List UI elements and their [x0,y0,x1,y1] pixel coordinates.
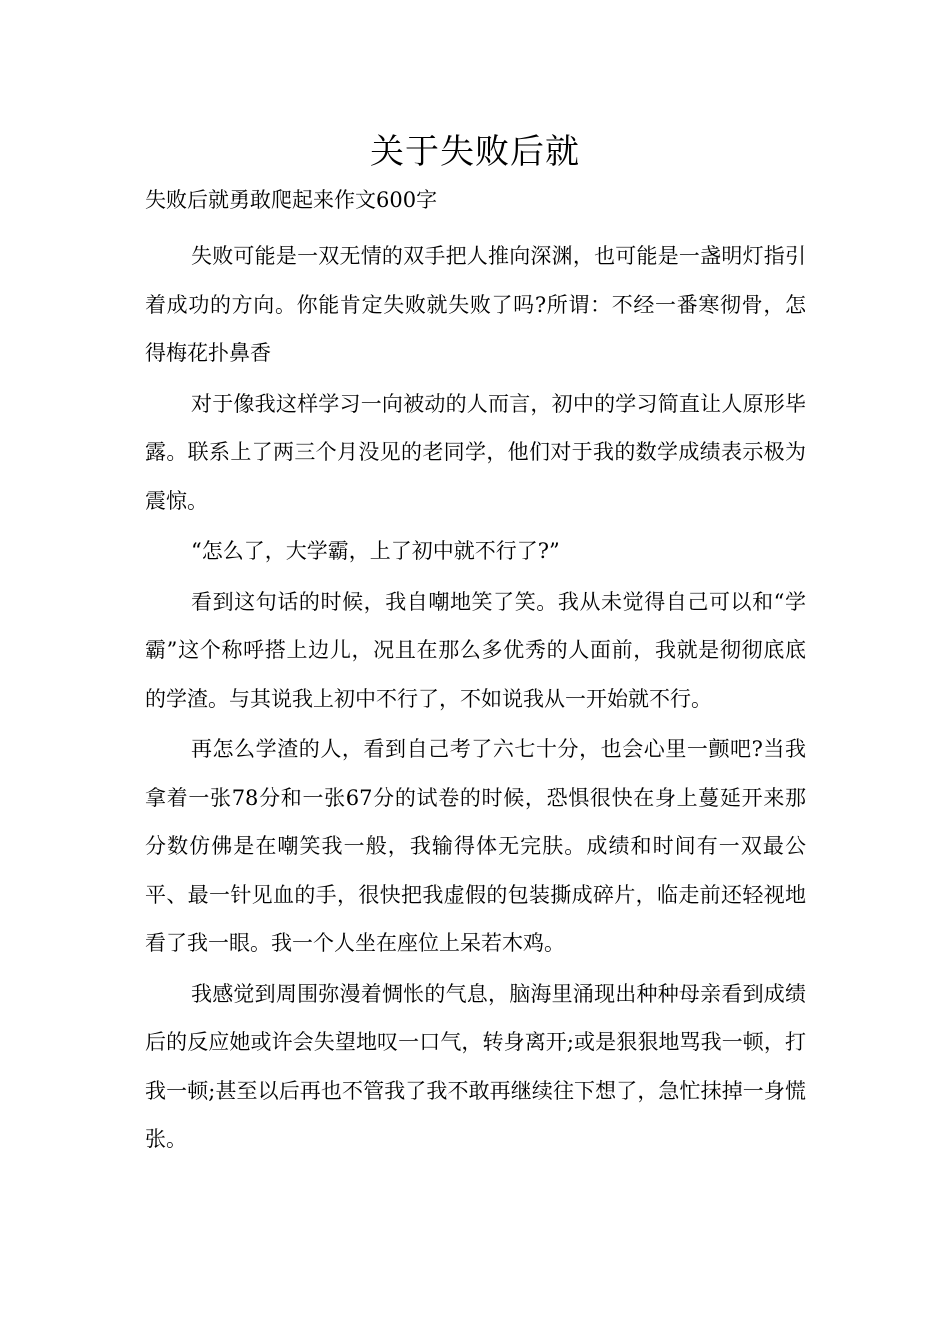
document-body [145,232,806,1166]
body-paragraph: 失败可能是一双无情的双手把人推向深渊，也可能是一盏明灯指引着成功的方向。你能肯定失败就失败了吗?所谓：不经一番寒彻骨，怎得梅花扑鼻香 [145,244,806,365]
body-paragraph: 我感觉到周围弥漫着惆怅的气息，脑海里涌现出种种母亲看到成绩后的反应她或许会失望地叹一口气，转身离开;或是狠狠地骂我一顿，打我一顿;甚至以后再也不管我了我不敢再继续往下想了，急忙抹掉一身慌张。 [145,981,806,1151]
body-paragraph: 对于像我这样学习一向被动的人而言，初中的学习简直让人原形毕露。联系上了两三个月没见的老同学，他们对于我的数学成绩表示极为震惊。 [145,391,806,513]
body-paragraph: 看到这句话的时候，我自嘲地笑了笑。我从未觉得自己可以和“学霸”这个称呼搭上边儿，况且在那么多优秀的人面前，我就是彻彻底底的学渣。与其说我上初中不行了，不如说我从一开始就不行。 [145,589,806,711]
body-paragraph: 再怎么学渣的人，看到自己考了六七十分，也会心里一颤吧?当我拿着一张78分和一张67分的试卷的时候，恐惧很快在身上蔓延开来那分数仿佛是在嘲笑我一般，我输得体无完肤。成绩和时间有一双最公平、最一针见血的手，很快把我虚假的包装撕成碎片，临走前还轻视地看了我一眼。我一个人坐在座位上呆若木鸡。 [145,737,806,955]
document-title: 关于失败后就 [370,132,580,172]
document-subtitle: 失败后就勇敢爬起来作文600字 [145,188,438,212]
body-paragraph: “怎么了，大学霸，上了初中就不行了?” [191,539,560,563]
